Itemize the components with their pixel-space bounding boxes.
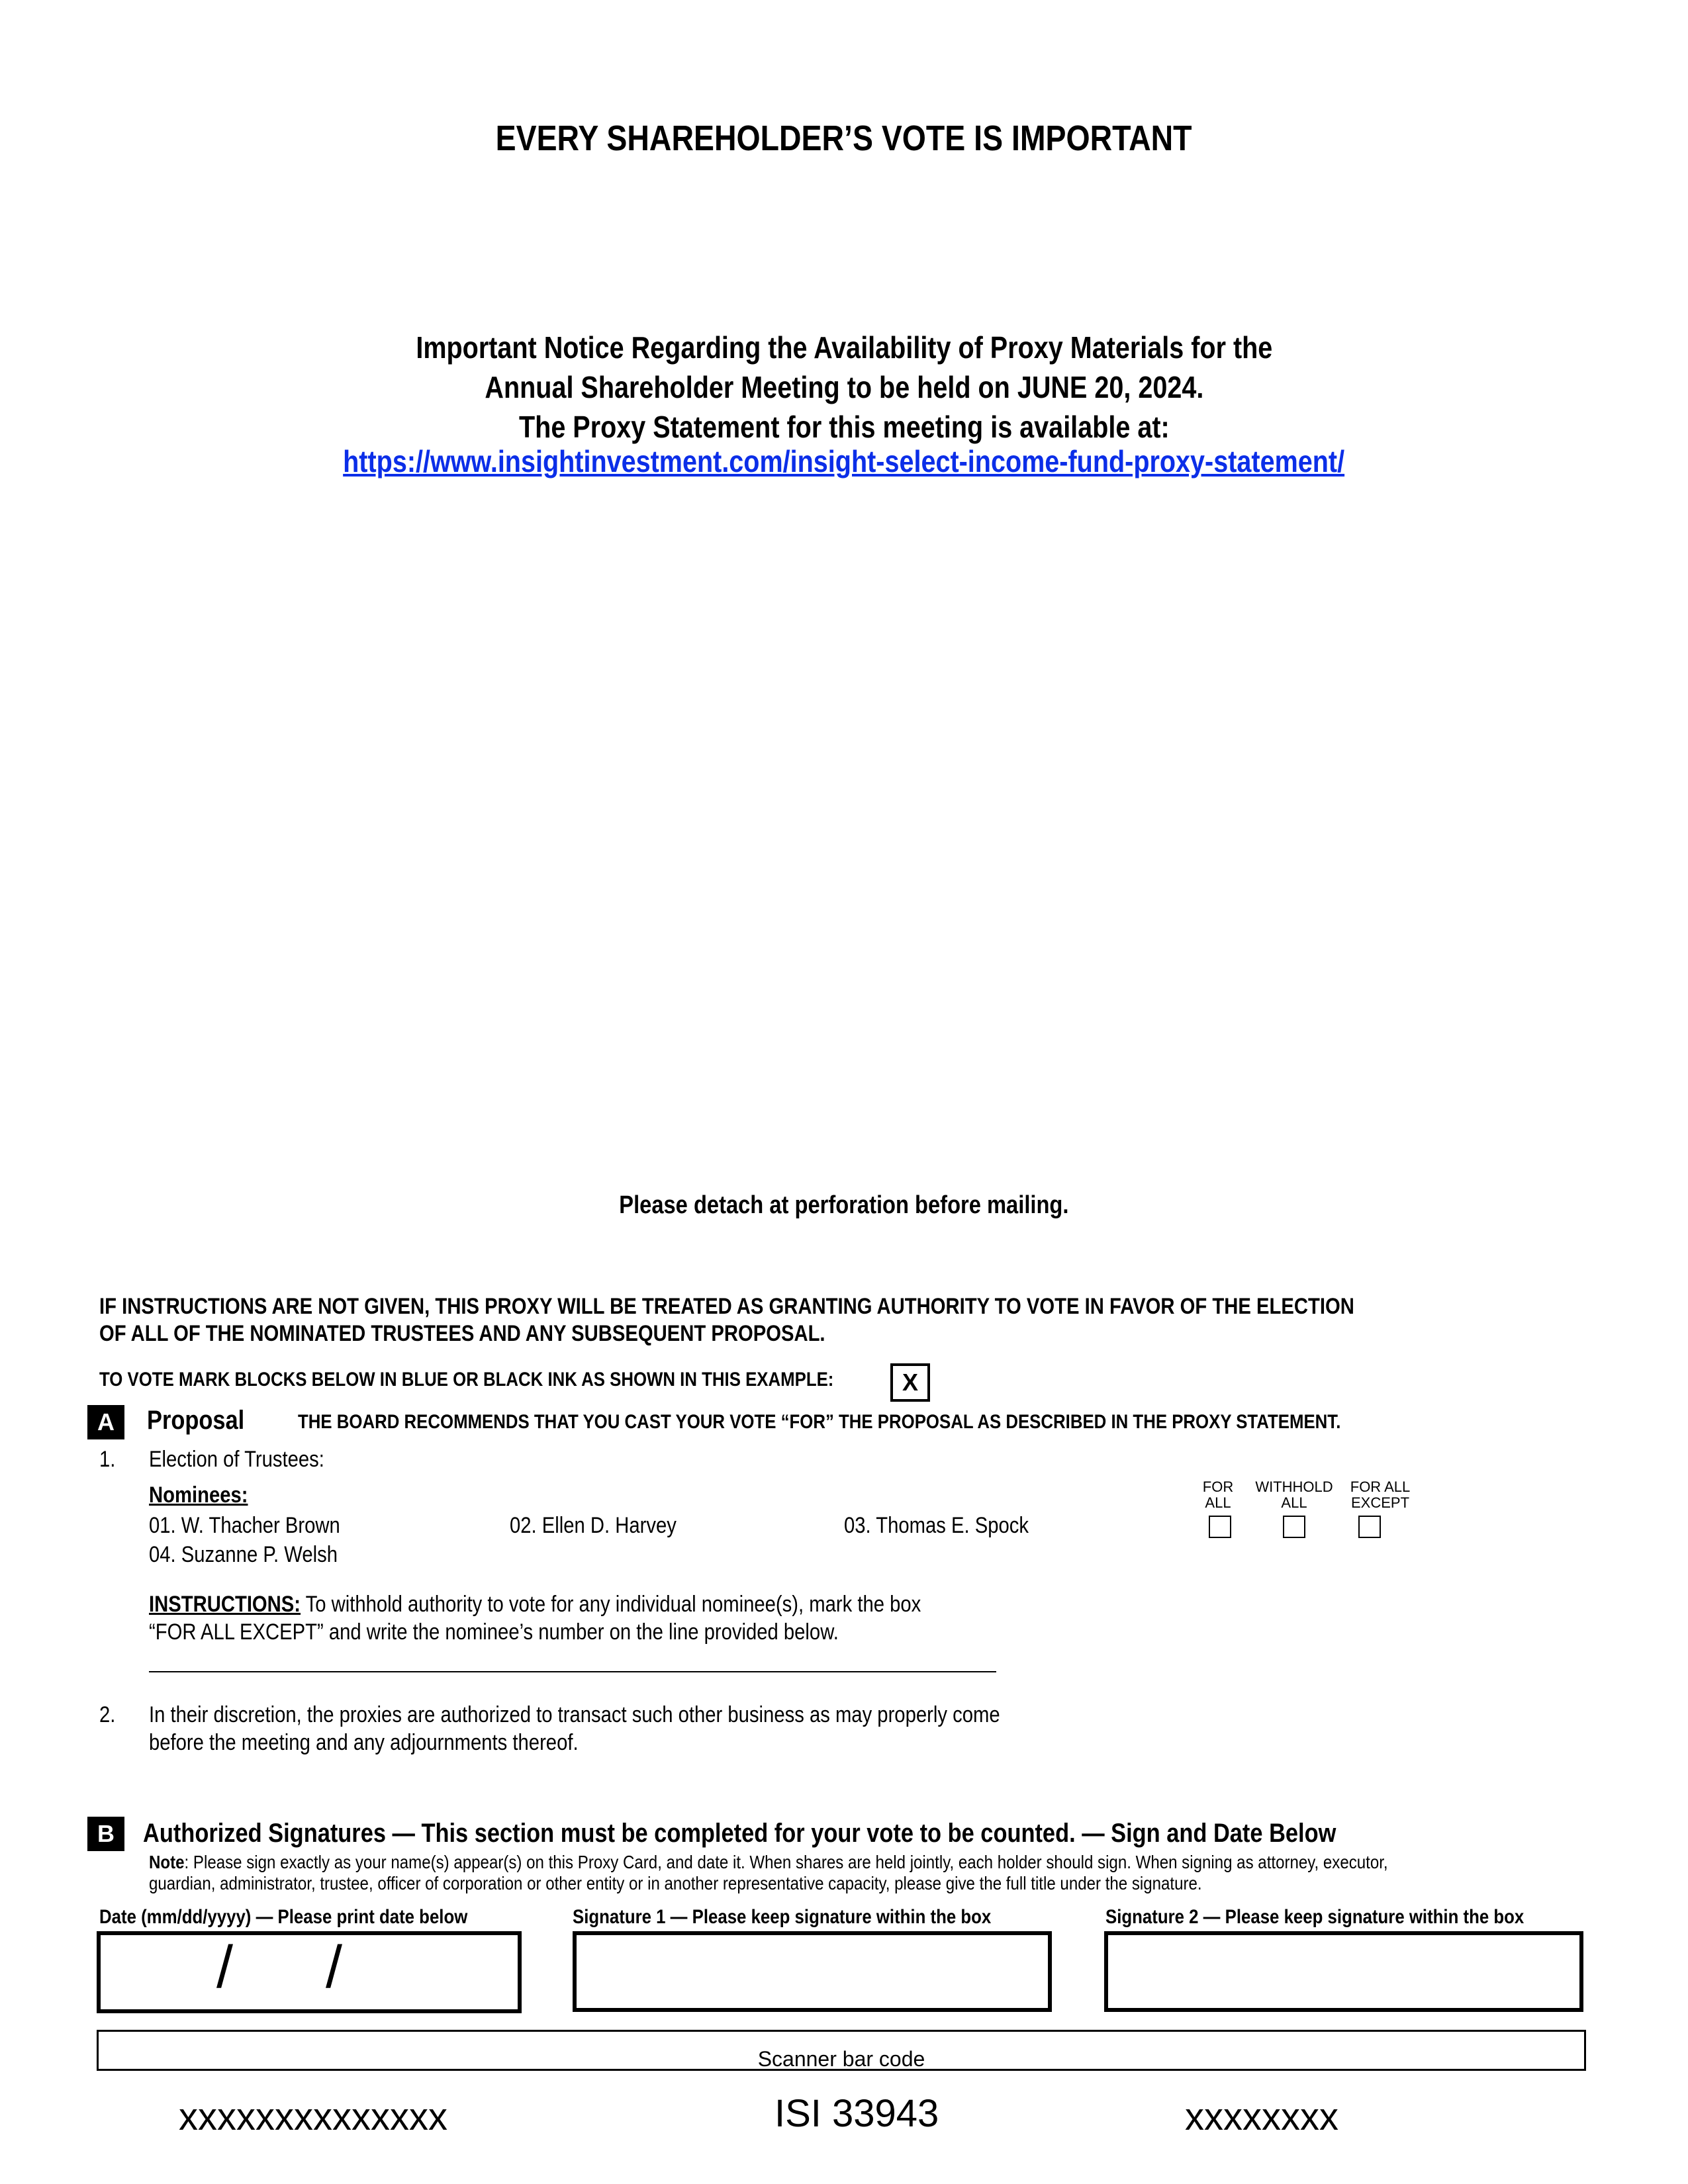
column-for-all — [1192, 1479, 1244, 1511]
notice-line-3 — [0, 407, 1688, 447]
scanner-barcode-box — [97, 2030, 1586, 2071]
vote-example-box — [890, 1363, 930, 1402]
instructions-label: INSTRUCTIONS: — [149, 1592, 301, 1617]
proposal-1-number: 1. — [99, 1447, 116, 1472]
nominee-03: 03. Thomas E. Spock — [844, 1513, 1029, 1538]
notice-line-3-text: The Proxy Statement for this meeting is available at: — [518, 410, 1170, 444]
proposal-2-line-1: In their discretion, the proxies are authorized to transact such other business as may properly come — [149, 1702, 1000, 1727]
section-b-badge: B — [87, 1817, 124, 1851]
date-label: Date (mm/dd/yyyy) — Please print date below — [99, 1906, 468, 1928]
vote-example-mark: X — [902, 1369, 918, 1396]
notice-line-2 — [0, 367, 1688, 407]
withhold-instructions-line-2: “FOR ALL EXCEPT” and write the nominee’s number on the line provided below. — [149, 1619, 839, 1645]
nominee-01: 01. W. Thacher Brown — [149, 1513, 340, 1538]
instructions-text-1: To withhold authority to vote for any individual nominee(s), mark the box — [301, 1592, 921, 1617]
withhold-all-checkbox[interactable] — [1283, 1516, 1305, 1538]
column-withhold-all-line1: WITHHOLD — [1255, 1479, 1333, 1495]
page-title — [0, 118, 1688, 159]
for-all-checkbox[interactable] — [1209, 1516, 1231, 1538]
signature-2-label: Signature 2 — Please keep signature within the box — [1105, 1906, 1524, 1928]
nominee-02: 02. Ellen D. Harvey — [510, 1513, 677, 1538]
notice-line-1-text: Important Notice Regarding the Availability of Proxy Materials for the — [415, 330, 1272, 365]
default-instructions-line-2: OF ALL OF THE NOMINATED TRUSTEES AND ANY SUBSEQUENT PROPOSAL. — [99, 1321, 825, 1346]
note-label: Note — [149, 1852, 185, 1872]
section-a-badge: A — [87, 1405, 124, 1439]
proxy-statement-link[interactable]: https://www.insightinvestment.com/insight-select-income-fund-proxy-statement/ — [343, 444, 1345, 478]
column-for-all-line1: FOR — [1202, 1479, 1234, 1495]
default-instructions-line-1: IF INSTRUCTIONS ARE NOT GIVEN, THIS PROXY WILL BE TREATED AS GRANTING AUTHORITY TO VOTE IN FAVOR OF THE ELECTION — [99, 1294, 1354, 1319]
nominee-number-write-line[interactable] — [149, 1671, 996, 1672]
section-a-title: Proposal — [147, 1406, 245, 1435]
proposal-2-line-2: before the meeting and any adjournments thereof. — [149, 1730, 579, 1755]
vote-example-instruction: TO VOTE MARK BLOCKS BELOW IN BLUE OR BLACK INK AS SHOWN IN THIS EXAMPLE: — [99, 1369, 834, 1390]
code-left: xxxxxxxxxxxxxx — [179, 2095, 447, 2138]
section-b-note-line-2: guardian, administrator, trustee, officer of corporation or other entity or in another representative capacity, please give the full title under the signature. — [149, 1873, 1202, 1893]
section-a-recommendation: THE BOARD RECOMMENDS THAT YOU CAST YOUR VOTE “FOR” THE PROPOSAL AS DESCRIBED IN THE PROXY STATEMENT. — [298, 1411, 1341, 1433]
column-for-all-line2: ALL — [1205, 1494, 1231, 1511]
withhold-instructions-line-1 — [149, 1592, 921, 1617]
column-withhold-all — [1251, 1479, 1337, 1511]
nominees-label: Nominees: — [149, 1482, 248, 1508]
code-center: ISI 33943 — [774, 2092, 939, 2135]
column-withhold-all-line2: ALL — [1281, 1494, 1307, 1511]
scanner-barcode-label: Scanner bar code — [757, 2047, 925, 2071]
for-all-except-checkbox[interactable] — [1358, 1516, 1381, 1538]
column-for-all-except — [1340, 1479, 1420, 1511]
date-separator-2: / — [326, 1934, 343, 2001]
notice-link-row — [0, 441, 1688, 481]
detach-instruction — [0, 1191, 1688, 1220]
signature-1-box[interactable] — [573, 1931, 1052, 2012]
proposal-1-title: Election of Trustees: — [149, 1447, 324, 1472]
section-b-note-line-1 — [149, 1852, 1388, 1873]
notice-line-2-text: Annual Shareholder Meeting to be held on JUNE 20, 2024. — [485, 370, 1203, 404]
date-input-box[interactable] — [97, 1931, 522, 2013]
section-b-title: Authorized Signatures — This section must be completed for your vote to be counted. — Sign and Date Below — [143, 1819, 1336, 1848]
signature-1-label: Signature 1 — Please keep signature within the box — [573, 1906, 992, 1928]
date-separator-1: / — [216, 1934, 234, 2001]
proposal-2-number: 2. — [99, 1702, 116, 1727]
nominee-04: 04. Suzanne P. Welsh — [149, 1542, 338, 1567]
column-for-all-except-line2: EXCEPT — [1350, 1494, 1410, 1511]
notice-line-1 — [0, 328, 1688, 367]
signature-2-box[interactable] — [1104, 1931, 1583, 2012]
note-text-1: : Please sign exactly as your name(s) appear(s) on this Proxy Card, and date it. When shares are held jointly, each holder should sign. When signing as attorney, executor, — [184, 1852, 1388, 1872]
page-title-text: EVERY SHAREHOLDER’S VOTE IS IMPORTANT — [496, 118, 1192, 158]
code-right: xxxxxxxx — [1185, 2095, 1338, 2138]
column-for-all-except-line1: FOR ALL — [1350, 1479, 1411, 1495]
detach-text: Please detach at perforation before mailing. — [619, 1191, 1069, 1219]
